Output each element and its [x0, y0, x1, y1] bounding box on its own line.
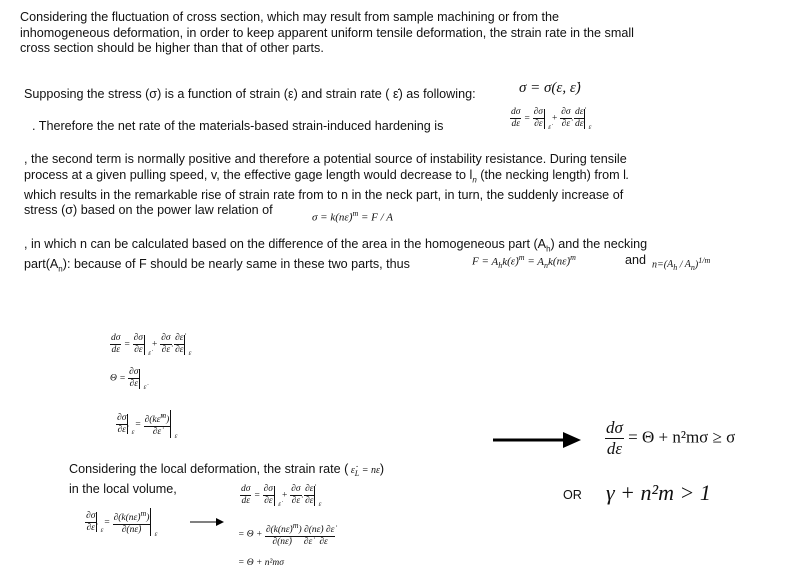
text-line: Considering the fluctuation of cross section, which may result from sample machining or from the: [20, 10, 559, 24]
text-line: which results in the remarkable rise of strain rate from to n in the neck part, in turn, the suddenly increase of: [24, 187, 624, 202]
derivation-eq6: = Θ + $\frac{\partial(k(n\varepsiloṅ)^m) \partial(n\varepsiloṅ) \partial\varepsiloṅ}{\partial(n\varepsiloṅ) \partial\varepsiloṅ \partial\varepsilon}$: [238, 521, 335, 548]
equation-criterion: γ + n²m > 1: [606, 480, 711, 505]
text-line: , the second term is normally positive and therefore a potential source of instability resistance. During tensile: [24, 152, 627, 166]
paragraph-stress-function: Supposing the stress (σ) is a function of strain (ε) and strain rate ( ε̇) as following:: [24, 87, 476, 101]
paragraph-intro: [20, 10, 634, 57]
equation-result: $\frac{d\sigma}{d\varepsilon}$ = Θ + n²mσ ≥ σ: [606, 418, 736, 458]
derivation-theta: Θ = $\frac{\partial\sigma}{\partial\varepsilon}$ ε̇: [110, 367, 147, 391]
paragraph-net-rate: . Therefore the net rate of the materials-based strain-induced hardening is: [32, 119, 444, 133]
arrow-right-icon: [493, 430, 583, 450]
equation-power-law: σ = k(nε̇)$^m$ = F / A: [312, 209, 393, 224]
derivation-eq3: $\frac{\partial\sigma}{\partial\varepsiloṅ}$ ε = $\frac{\partial(k\varepsiloṅ^m)}{\partial\varepsiloṅ}$ ε: [117, 411, 178, 441]
derivation-eq7: = Θ + n²mσ: [238, 558, 284, 568]
text-line: cross section should be higher than that of other parts.: [20, 41, 324, 55]
text-line: , in which n can be calculated based on the difference of the area in the homogeneous part $(A_h)$ and the necking: [24, 237, 648, 254]
text-line: Considering the local deformation, the strain rate ( $\varepsiloṅ_L$ = nε̇): [69, 462, 385, 478]
derivation-eq1: $\frac{d\sigma}{d\varepsilon}$ = $\frac{\partial\sigma}{\partial\varepsilon}$ ε̇ + $\frac{\partial\sigma}{\partial\varepsiloṅ}$ $\frac{\partial\varepsiloṅ}{\partial\varepsilon}$ ε: [111, 333, 192, 357]
and-label: and: [625, 253, 647, 267]
text-line: process at a given pulling speed, v, the effective gage length would decrease to $l_n$ (the necking length) from l.: [24, 167, 630, 185]
derivation-eq4: $\frac{\partial\sigma}{\partial\varepsiloṅ}$ ε = $\frac{\partial(k(n\varepsiloṅ)^m)}{\partial(n\varepsiloṅ)}$ ε: [86, 509, 158, 539]
equation-n: $n=(A_h / A_n)^{1/m}$: [652, 256, 711, 273]
equation-force-balance: $F = A_hk(\varepsiloṅ)^m$ = $A_nk(n\varepsiloṅ)^m$: [472, 253, 576, 270]
derivation-eq5: $\frac{d\sigma}{d\varepsilon}$ = $\frac{\partial\sigma}{\partial\varepsilon}$ ε̇ + $\frac{\partial\sigma}{\partial\varepsiloṅ}$ $\frac{\partial\varepsiloṅ}{\partial\varepsilon}$ ε: [241, 484, 322, 508]
text-line: in the local volume,: [69, 481, 177, 496]
text-line: $part(A_n)$: because of F should be nearly same in these two parts, thus: [24, 257, 410, 274]
text-line: stress (σ) based on the power law relation of: [24, 203, 273, 218]
equation-net-rate: $\frac{d\sigma}{d\varepsilon}$ = $\frac{\partial\sigma}{\partial\varepsilon}$ ε̇ + $\frac{\partial\sigma}{\partial\varepsiloṅ}$ $\frac{d\varepsiloṅ}{d\varepsilon}$ ε: [511, 107, 592, 131]
text-line: inhomogeneous deformation, in order to keep apparent uniform tensile deformation, the strain rate in the small: [20, 25, 634, 40]
paragraph-local: [69, 462, 384, 497]
arrow-right-icon: [190, 516, 226, 528]
or-label: OR: [563, 488, 582, 502]
equation-stress-function: σ = σ(ε, ε̇): [519, 80, 581, 96]
